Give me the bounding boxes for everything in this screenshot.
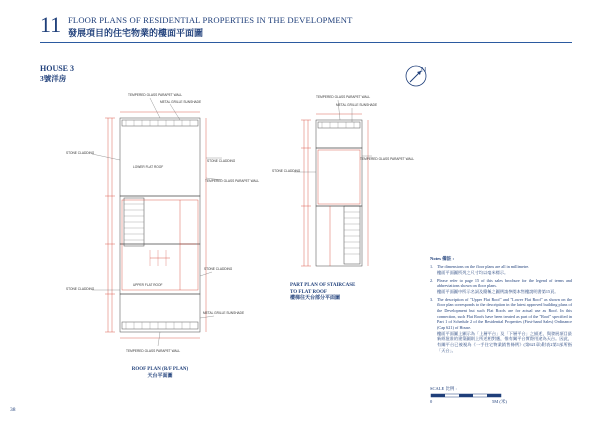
notes-block [430, 256, 572, 355]
scale-bar [430, 386, 507, 405]
note-number: 3. [430, 296, 434, 302]
label-stone-cladding-4: STONE CLADDING [204, 267, 233, 271]
label-tempered-glass-1: TEMPERED GLASS PARAPET WALL [128, 93, 183, 97]
notes-title: Notes 備註 : [430, 256, 454, 261]
note-text-en: Please refer to page 15 of this sales brochure for the legend of terms and abbreviations shown on floor plans. [437, 277, 572, 289]
note-number: 1. [430, 264, 434, 270]
staircase-caption-zh: 樓梯往天台部分平面圖 [290, 296, 341, 301]
label-metal-grille-2: METAL GRILLE SUNSHADE [203, 311, 245, 315]
note-text-en: The description of "Upper Flat Roof" and "Lower Flat Roof" as shown on the floor plan corresponds to the description in the latest approved building plans of the Development but such Flat Roofs are for actual use as Roof. In this connection, such Flat Roofs have been treated as part of the "Roof" specified in Part 1 of Schedule 2 of the Residential Properties (First-hand Sales) Ordinance (Cap 621) of House. [437, 296, 572, 330]
note-item [430, 278, 572, 295]
page-title-zh: 發展項目的住宅物業的樓面平面圖 [68, 28, 204, 38]
staircase-caption-en-2: TO FLAT ROOF [290, 289, 327, 295]
label-tempered-glass-3: TEMPERED GLASS PARAPET WALL [126, 349, 181, 353]
note-text-zh: 樓面平面圖上顯示為「上層平台」及「下層平台」之描述，與發展項目最新經批准的建築圖則上所述相對應，惟有關平台實際用途為天台。因此，有關平台已被視為《一手住宅物業銷售條例》(第621章)附表2第1部所指「天台」。 [437, 330, 572, 353]
label-tempered-glass-4: TEMPERED GLASS PARAPET WALL [316, 95, 371, 99]
staircase-caption [290, 283, 386, 303]
note-text-zh: 樓面平面圖中所示名詞及簡稱之圖例請參閱本售樓說明書第15頁。 [437, 288, 559, 294]
label-upper-flat-roof: UPPER FLAT ROOF [133, 283, 163, 287]
note-item [430, 297, 572, 354]
roof-plan-caption-zh: 天台平面圖 [147, 373, 173, 379]
staircase-caption-en-1: PART PLAN OF STAIRCASE [290, 283, 356, 288]
roof-plan [92, 98, 222, 346]
note-text-en: The dimensions on the floor plans are all in millimetre. [437, 264, 530, 270]
house-label-zh: 3號洋房 [40, 74, 67, 83]
scale-start: 0 [430, 399, 433, 404]
label-stone-cladding-2: STONE CLADDING [207, 159, 236, 163]
label-metal-grille-3: METAL GRILLE SUNSHADE [336, 103, 378, 107]
label-stone-cladding-5: STONE CLADDING [272, 169, 301, 173]
label-metal-grille-1: METAL GRILLE SUNSHADE [160, 100, 202, 104]
label-tempered-glass-5: TEMPERED GLASS PARAPET WALL [360, 157, 415, 161]
roof-plan-caption [110, 367, 210, 380]
note-item [430, 264, 572, 275]
label-tempered-glass-2: TEMPERED GLASS PARAPET WALL [205, 179, 260, 183]
label-lower-flat-roof: LOWER FLAT ROOF [133, 165, 164, 169]
label-stone-cladding-1: STONE CLADDING [66, 151, 95, 155]
scale-label: SCALE 比例 : [430, 386, 457, 391]
roof-plan-caption-en: ROOF PLAN (R/F PLAN) [131, 367, 189, 372]
compass-label: N [421, 67, 427, 74]
label-stone-cladding-3: STONE CLADDING [66, 287, 95, 291]
page-title-en: FLOOR PLANS OF RESIDENTIAL PROPERTIES IN THE DEVELOPMENT [68, 15, 353, 25]
house-label-en: HOUSE 3 [40, 64, 75, 73]
page-number: 38 [10, 407, 16, 413]
note-number: 2. [430, 277, 434, 283]
note-text-zh: 樓面平面圖所列之尺寸均以毫米標示。 [437, 269, 509, 275]
scale-end: 5M (米) [492, 399, 507, 404]
section-number: 11 [40, 12, 62, 37]
staircase-part-plan [294, 100, 372, 266]
